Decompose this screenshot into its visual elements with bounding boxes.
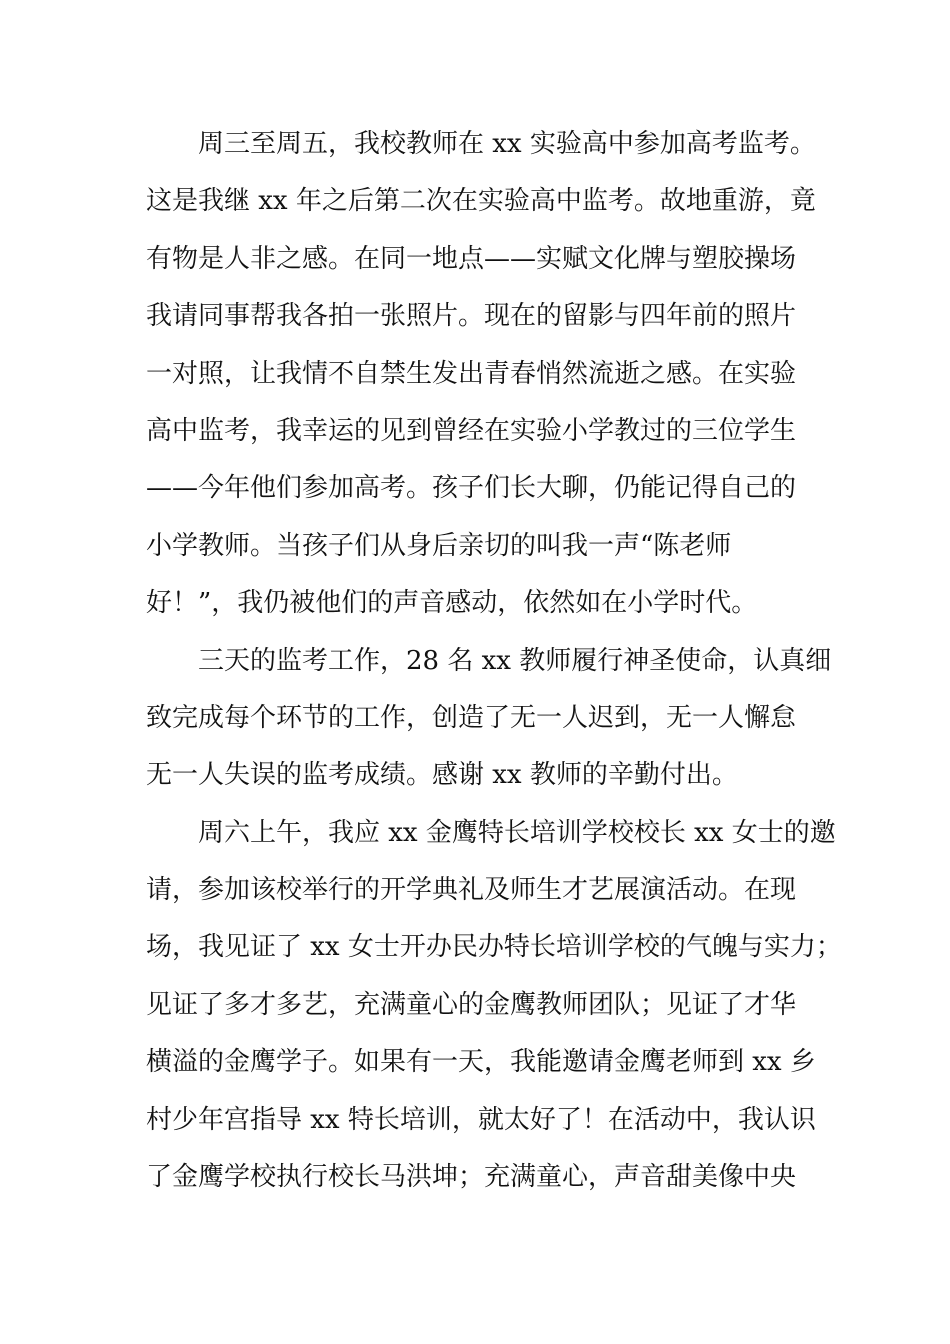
paragraph-1-line-2: 这是我继 xx 年之后第二次在实验高中监考。故地重游，竟	[146, 186, 816, 217]
paragraph-1-line-1: 周三至周五，我校教师在 xx 实验高中参加高考监考。	[198, 129, 816, 159]
paragraph-1-line-5: 一对照，让我情不自禁生发出青春悄然流逝之感。在实验	[146, 358, 797, 389]
paragraph-2-line-2: 致完成每个环节的工作，创造了无一人迟到，无一人懈怠	[146, 702, 797, 733]
paragraph-1-line-6: 高中监考，我幸运的见到曾经在实验小学教过的三位学生	[146, 415, 797, 446]
paragraph-1-line-3: 有物是人非之感。在同一地点——实赋文化牌与塑胶操场	[146, 243, 797, 274]
paragraph-3-line-3: 场，我见证了 xx 女士开办民办特长培训学校的气魄与实力；	[146, 932, 842, 963]
document-body	[146, 116, 842, 1206]
paragraph-2-line-3: 无一人失误的监考成绩。感谢 xx 教师的辛勤付出。	[146, 760, 738, 791]
paragraph-2-line-1: 三天的监考工作，28 名 xx 教师履行神圣使命，认真细	[198, 645, 832, 676]
paragraph-1-line-7: ——今年他们参加高考。孩子们长大聊，仍能记得自己的	[146, 473, 797, 504]
paragraph-1-line-4: 我请同事帮我各拍一张照片。现在的留影与四年前的照片	[146, 301, 797, 332]
paragraph-3-line-4: 见证了多才多艺，充满童心的金鹰教师团队；见证了才华	[146, 989, 797, 1020]
paragraph-3-line-6: 村少年宫指导 xx 特长培训，就太好了！在活动中，我认识	[146, 1104, 816, 1135]
paragraph-1-line-9: 好！”，我仍被他们的声音感动，依然如在小学时代。	[146, 588, 758, 619]
paragraph-3-line-2: 请，参加该校举行的开学典礼及师生才艺展演活动。在现	[146, 875, 797, 906]
paragraph-3-line-1: 周六上午，我应 xx 金鹰特长培训学校校长 xx 女士的邀	[198, 817, 836, 848]
paragraph-3-line-5: 横溢的金鹰学子。如果有一天，我能邀请金鹰老师到 xx 乡	[146, 1047, 816, 1078]
paragraph-3-line-7: 了金鹰学校执行校长马洪坤；充满童心，声音甜美像中央	[146, 1162, 797, 1193]
paragraph-1-line-8: 小学教师。当孩子们从身后亲切的叫我一声“陈老师	[146, 530, 732, 561]
